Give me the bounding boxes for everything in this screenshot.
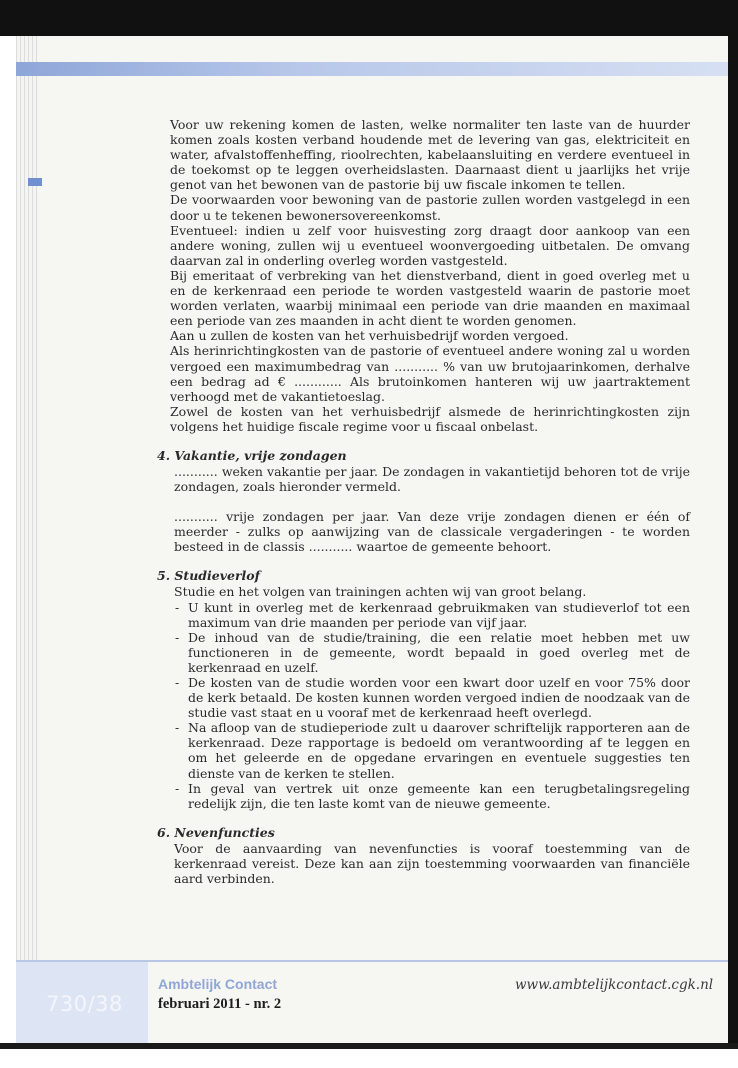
section-lead: Studie en het volgen van trainingen achten wij van groot belang. (174, 584, 587, 600)
page-edge-lines (16, 36, 38, 1043)
section-studieverlof (157, 568, 690, 811)
section-heading: 6. Nevenfuncties (157, 824, 275, 840)
body-paragraph: Bij emeritaat of verbreking van het dienstverband, dient in goed overleg met u en de kerkenraad een periode te worden vastgesteld waarin de pastorie moet worden verlaten, waarbij minimaal een periode van drie maanden en maximaal een periode van zes maanden in acht dient te worden genomen. (170, 267, 690, 329)
section-paragraph: Voor de aanvaarding van nevenfuncties is vooraf toestemming van de kerkenraad vereist. Deze kan aan zijn toestemming voorwaarden van financiële aard verbinden. (174, 840, 690, 887)
studieverlof-list (174, 600, 690, 811)
scan-border-top (0, 0, 738, 36)
publication-title: Ambtelijk Contact (158, 976, 278, 992)
list-item: - Na afloop van de studieperiode zult u daarover schriftelijk rapporteren aan de kerkenraad. Deze rapportage is bedoeld om verantwoording af te leggen en om het geleerde en de opgedane ervaringen en eventuele suggesties ten dienste van de kerken te stellen. (174, 720, 690, 780)
body-paragraph: Aan u zullen de kosten van het verhuisbedrijf worden vergoed. (170, 328, 569, 344)
scan-border-bottom-bar (0, 1043, 738, 1049)
section-vakantie (157, 447, 690, 555)
section-paragraph: ........... vrije zondagen per jaar. Van deze vrije zondagen dienen er één of meerder - zulks op aanwijzing van de classicale vergaderingen - te worden besteed in de classis ........... waartoe de gemeente behoort. (174, 509, 690, 555)
section-paragraph: ........... weken vakantie per jaar. De zondagen in vakantietijd behoren tot de vrije zondagen, zoals hieronder vermeld. (174, 463, 690, 495)
body-paragraph: Voor uw rekening komen de lasten, welke normaliter ten laste van de huurder komen zoals kosten verband houdende met de levering van gas, elektriciteit en water, afvalstoffenheffing, rioolrechten, kabelaansluiting en verdere eventueel in de toekomst op te leggen overheidslasten. Daarnaast dient u jaarlijks het vrije genot van het bewonen van de pastorie bij uw fiscale inkomen te tellen. (170, 117, 690, 193)
scan-border-right (728, 0, 738, 1068)
body-paragraph: Als herinrichtingkosten van de pastorie of eventueel andere woning zal u worden vergoed een maximumbedrag van ........... % van uw brutojaarinkomen, derhalve een bedrag ad € ............ Als brutoinkomen hanteren wij uw jaartraktement verhoogd met de vakantietoeslag. (170, 343, 690, 404)
website-link[interactable]: www.ambtelijkcontact.cgk.nl (515, 977, 714, 993)
list-item: - De kosten van de studie worden voor een kwart door uzelf en voor 75% door de kerk betaald. De kosten kunnen worden vergoed indien de noodzaak van de studie vast staat en u vooraf met de kerkenraad heeft overlegd. (174, 675, 690, 720)
body-paragraph: Zowel de kosten van het verhuisbedrijf alsmede de herinrichtingkosten zijn volgens het huidige fiscale regime voor u fiscaal onbelast. (170, 403, 690, 434)
body-paragraph: Eventueel: indien u zelf voor huisvesting zorg draagt door aankoop van een andere woning, zullen wij u eventueel woonvergoeding uitbetalen. De omvang daarvan zal in onderling overleg worden vastgesteld. (170, 222, 690, 268)
section-heading: 4. Vakantie, vrije zondagen (157, 447, 347, 463)
list-item: - De inhoud van de studie/training, die een relatie moet hebben met uw functioneren in de gemeente, wordt bepaald in goed overleg met de kerkenraad en uzelf. (174, 630, 690, 675)
section-heading: 5. Studieverlof (157, 568, 260, 584)
issue-label: februari 2011 - nr. 2 (158, 996, 282, 1012)
article-body (157, 117, 690, 887)
body-paragraph: De voorwaarden voor bewoning van de pastorie zullen worden vastgelegd in een door u te tekenen bewonersovereenkomst. (170, 192, 690, 223)
margin-marker (28, 178, 42, 186)
list-item: - In geval van vertrek uit onze gemeente kan een terugbetalingsregeling redelijk zijn, die ten laste komt van de nieuwe gemeente. (174, 781, 690, 811)
list-item: - U kunt in overleg met de kerkenraad gebruikmaken van studieverlof tot een maximum van drie maanden per periode van vijf jaar. (174, 600, 690, 630)
page-number: 730/38 (46, 992, 123, 1016)
section-nevenfuncties (157, 824, 690, 887)
header-color-band (16, 62, 728, 76)
